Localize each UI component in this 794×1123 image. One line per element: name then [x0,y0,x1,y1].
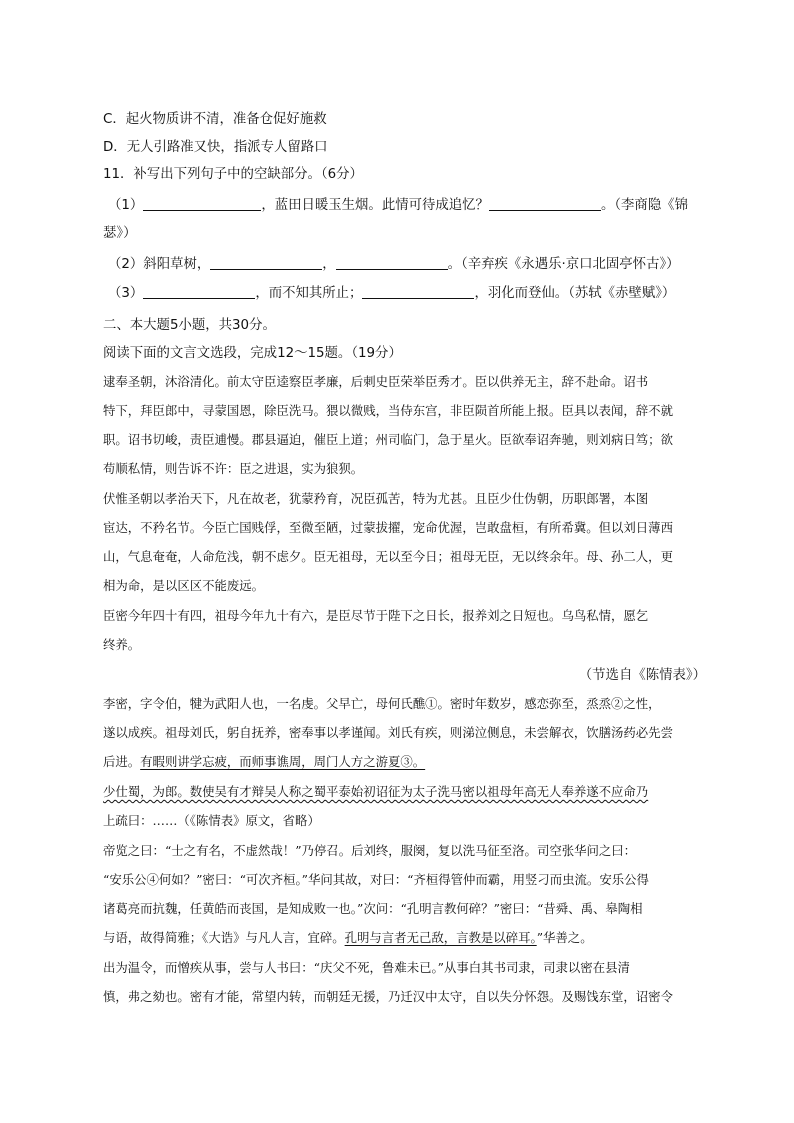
item-1-wrap-text: 瑟》） [103,226,137,241]
passage-line: 山，气息奄奄，人命危浅，朝不虑夕。臣无祖母，无以至今日；祖母无臣，无以终余年。母、孙二人，更 [103,549,673,564]
item-3-number: （3） [108,286,144,301]
answer-blank[interactable] [210,255,322,270]
passage-line: 苟顺私情，则告诉不许：臣之进退，实为狼狈。 [103,461,364,476]
option-c: C．起火物质讲不清，准备仓促好施救 [103,112,327,127]
answer-blank[interactable] [489,196,601,211]
item-2-end-text: 。（辛弃疾《永遇乐·京口北固亭怀古》） [447,257,680,272]
passage-source: （节选自《陈情表》） [578,668,706,683]
passage-line: 臣密今年四十有四，祖母今年九十有六，是臣尽节于陛下之日长，报养刘之日短也。乌鸟私情，愿乞 [103,608,649,623]
bio-line [103,782,794,800]
bio-line: “安乐公④何如？”密曰：“可次齐桓。”华问其故，对曰：“齐桓得管仲而霸，用竖刁而虫流。安乐公得 [103,872,649,887]
answer-blank[interactable] [143,284,255,299]
section-2-intro: 阅读下面的文言文选段，完成12～15题。（19分） [103,346,402,361]
item-1-middle-text: ，蓝田日暖玉生烟。此情可待成追忆？ [261,198,489,213]
passage-line: 终养。 [103,637,141,652]
question-11-title: 11．补写出下列句子中的空缺部分。（6分） [103,167,363,182]
section-2-title: 二、本大题5小题，共30分。 [103,318,276,333]
passage-line: 逮奉圣朝，沐浴清化。前太守臣逵察臣孝廉，后刺史臣荣举臣秀才。臣以供养无主，辞不赴命。诏书 [103,374,649,389]
item-3-end-text: ，羽化而登仙。（苏轼《赤壁赋》） [474,286,676,301]
bio-line [103,752,794,770]
item-2-middle-text: ， [322,257,336,272]
bio-line: 出为温令，而憎疾从事，尝与人书曰：“庆父不死，鲁难未已。”从事白其书司隶，司隶以密在县清 [103,960,630,975]
wavy-underlined-sentence: 少仕蜀，为郎。数使吴有才辩吴人称之蜀平泰始初诏征为太子洗马密以祖母年高无人奉养遂不应命乃 [103,784,649,799]
passage-line: 特下，拜臣郎中，寻蒙国恩，除臣洗马。猥以微贱，当侍东宫，非臣陨首所能上报。臣具以表闻，辞不就 [103,403,673,418]
question-11-item-3 [108,282,794,301]
passage-line: 伏惟圣朝以孝治天下，凡在故老，犹蒙矜育，况臣孤苦，特为尤甚。且臣少仕伪朝，历职郎署，本图 [103,491,649,506]
passage-line: 职。诏书切峻，责臣逋慢。郡县逼迫，催臣上道；州司临门，急于星火。臣欲奉诏奔驰，则刘病日笃；欲 [103,432,673,447]
question-11-item-1 [108,194,794,213]
bio-line: 遂以成疾。祖母刘氏，躬自抚养，密奉事以孝谨闻。刘氏有疾，则涕泣侧息，未尝解衣，饮膳汤药必先尝 [103,725,673,740]
underlined-sentence: 有暇则讲学忘疲，而师事谯周，周门人方之游夏③。 [140,754,426,769]
item-1-number: （1） [108,198,144,213]
item-1-end-text: 。（李商隐《锦 [600,198,688,213]
bio-line-text: 与语，故得简雅；《大诰》与凡人言，宜碎。 [103,930,345,945]
bio-line-text: ”华善之。 [536,930,593,945]
bio-line: 帝览之曰：“士之有名，不虚然哉！”乃停召。后刘终，服阕，复以洗马征至洛。司空张华问之曰： [103,843,637,858]
answer-blank[interactable] [336,255,448,270]
answer-blank[interactable] [362,284,474,299]
item-3-middle-text: ，而不知其所止； [255,286,363,301]
bio-line: 诸葛亮而抗魏，任黄皓而丧国，是知成败一也。”次问：“孔明言教何碎？”密曰：“昔舜、禹、皋陶相 [103,901,643,916]
passage-line: 相为命，是以区区不能废远。 [103,578,265,593]
passage-line: 宦达，不矜名节。今臣亡国贱俘，至微至陋，过蒙拔擢，宠命优渥，岂敢盘桓，有所希冀。但以刘日薄西 [103,520,673,535]
bio-line: 李密，字令伯，犍为武阳人也，一名虔。父早亡，母何氏醮①。密时年数岁，感恋弥至，烝烝②之性， [103,696,661,711]
bio-line-text: 后进。 [103,754,141,769]
bio-line: 慎，弗之劾也。密有才能，常望内转，而朝廷无援，乃迁汉中太守，自以失分怀怨。及赐饯东堂，诏密令 [103,989,673,1004]
item-2-start-text: （2）斜阳草树， [108,257,211,272]
answer-blank[interactable] [143,196,261,211]
bio-line [103,928,794,946]
question-11-item-2 [108,253,794,272]
option-d: D．无人引路准又快，指派专人留路口 [103,140,328,155]
bio-line: 上疏曰：……（《陈情表》原文，省略） [103,813,320,828]
underlined-sentence: 孔明与言者无己敌，言教是以碎耳。 [344,930,537,945]
